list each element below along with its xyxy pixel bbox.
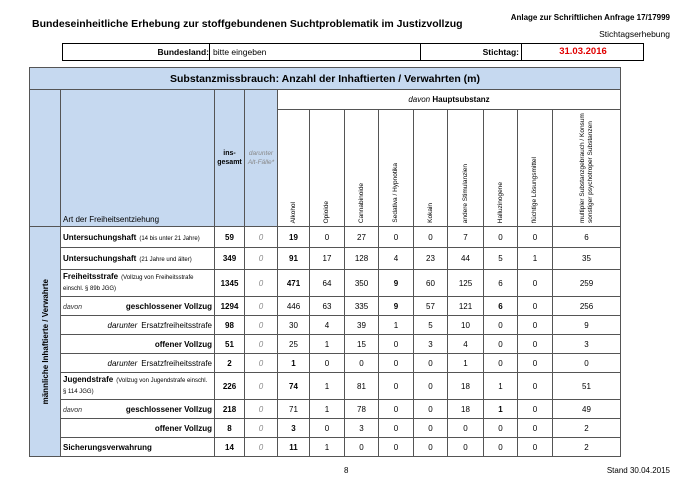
cell-substance: 51 xyxy=(553,373,621,400)
cell-substance: 35 xyxy=(553,248,621,270)
substance-label: Opioide xyxy=(323,200,330,223)
substance-header xyxy=(484,110,518,227)
cell-substance: 1 xyxy=(278,354,310,373)
document-title: Bundeseinheitliche Erhebung zur stoffgebundenen Suchtproblematik im Justizvollzug xyxy=(32,18,463,30)
cell-substance: 64 xyxy=(310,270,345,297)
cell-altfaelle: 0 xyxy=(245,438,278,457)
form-row xyxy=(62,43,644,61)
row-note: (Vollzug von Freiheitsstrafe einschl. § 89b JGG) xyxy=(63,275,194,292)
cell-substance: 1 xyxy=(310,400,345,419)
cell-substance: 44 xyxy=(448,248,484,270)
cell-altfaelle: 0 xyxy=(245,270,278,297)
row-label-text: offener Vollzug xyxy=(154,339,212,349)
cell-substance: 2 xyxy=(553,438,621,457)
row-note: (Vollzug von Jugendstrafe einschl. § 114 JGG) xyxy=(63,378,208,395)
substance-header xyxy=(553,110,621,227)
substance-label: andere Stimulanzien xyxy=(461,163,469,223)
cell-substance: 71 xyxy=(278,400,310,419)
substance-label: Kokain xyxy=(426,203,434,223)
substance-header xyxy=(448,110,484,227)
cell-substance: 0 xyxy=(518,270,553,297)
cell-substance: 2 xyxy=(553,419,621,438)
cell-substance: 350 xyxy=(345,270,379,297)
cell-substance: 0 xyxy=(414,419,448,438)
cell-substance: 81 xyxy=(345,373,379,400)
cell-substance: 0 xyxy=(484,419,518,438)
table-row xyxy=(30,335,621,354)
cell-substance: 78 xyxy=(345,400,379,419)
stichtag-field[interactable]: 31.03.2016 xyxy=(521,44,644,60)
cell-substance: 4 xyxy=(448,335,484,354)
cell-altfaelle: 0 xyxy=(245,248,278,270)
substance-label: multipler Substanzgebrauch / Konsum sonstiger psychotroper Substanzen xyxy=(578,113,594,223)
cell-insgesamt: 2 xyxy=(215,354,245,373)
cell-substance: 0 xyxy=(414,373,448,400)
cell-substance: 0 xyxy=(345,354,379,373)
cell-substance: 39 xyxy=(345,316,379,335)
cell-altfaelle: 0 xyxy=(245,297,278,316)
substance-header xyxy=(345,110,379,227)
stichtag-label: Stichtag: xyxy=(420,44,522,60)
cell-substance: 0 xyxy=(379,373,414,400)
cell-substance: 121 xyxy=(448,297,484,316)
cell-substance: 23 xyxy=(414,248,448,270)
cell-substance: 0 xyxy=(518,227,553,248)
cell-substance: 91 xyxy=(278,248,310,270)
row-prefix: darunter xyxy=(107,320,138,330)
row-label-text: Jugendstrafe xyxy=(63,375,114,384)
cell-insgesamt: 59 xyxy=(215,227,245,248)
table-row xyxy=(30,297,621,316)
cell-substance: 0 xyxy=(379,335,414,354)
cell-substance: 0 xyxy=(484,227,518,248)
cell-substance: 6 xyxy=(484,270,518,297)
cell-substance: 0 xyxy=(345,438,379,457)
cell-substance: 74 xyxy=(278,373,310,400)
col-header-altfaelle: darunter Alt-Fälle* xyxy=(245,90,278,227)
table-row xyxy=(30,316,621,335)
cell-substance: 1 xyxy=(379,316,414,335)
cell-substance: 0 xyxy=(484,316,518,335)
cell-substance: 0 xyxy=(518,316,553,335)
davon-header xyxy=(278,90,621,110)
cell-substance: 9 xyxy=(379,297,414,316)
cell-substance: 0 xyxy=(518,297,553,316)
row-label-text: Untersuchungshaft xyxy=(63,232,137,242)
cell-substance: 15 xyxy=(345,335,379,354)
cell-substance: 0 xyxy=(414,438,448,457)
page-number: 8 xyxy=(344,466,349,475)
cell-substance: 0 xyxy=(379,354,414,373)
cell-altfaelle: 0 xyxy=(245,354,278,373)
row-label xyxy=(61,297,215,316)
cell-substance: 49 xyxy=(553,400,621,419)
davon-prefix: davon xyxy=(408,95,431,104)
row-label-text: geschlossener Vollzug xyxy=(125,301,212,311)
cell-substance: 30 xyxy=(278,316,310,335)
cell-substance: 3 xyxy=(345,419,379,438)
cell-insgesamt: 1345 xyxy=(215,270,245,297)
cell-substance: 17 xyxy=(310,248,345,270)
data-table xyxy=(29,67,621,457)
cell-substance: 0 xyxy=(484,335,518,354)
row-prefix: davon xyxy=(63,303,83,311)
cell-substance: 1 xyxy=(310,373,345,400)
substance-label: Sedativa / Hypnotika xyxy=(392,163,399,223)
cell-substance: 3 xyxy=(553,335,621,354)
cell-substance: 6 xyxy=(484,297,518,316)
subtitle: Stichtagserhebung xyxy=(599,29,670,39)
row-label xyxy=(61,335,215,354)
table-row xyxy=(30,227,621,248)
row-prefix: darunter xyxy=(107,358,138,368)
substance-header xyxy=(518,110,553,227)
cell-substance: 7 xyxy=(448,227,484,248)
table-row xyxy=(30,400,621,419)
cell-substance: 128 xyxy=(345,248,379,270)
davon-label: Hauptsubstanz xyxy=(432,95,490,104)
cell-substance: 0 xyxy=(484,354,518,373)
cell-substance: 0 xyxy=(518,373,553,400)
annex-label: Anlage zur Schriftlichen Anfrage 17/17999 xyxy=(510,13,670,22)
cell-substance: 5 xyxy=(484,248,518,270)
row-label xyxy=(61,248,215,270)
cell-substance: 1 xyxy=(484,373,518,400)
side-label xyxy=(30,227,61,457)
row-label-text: Freiheitsstrafe xyxy=(63,272,119,281)
cell-substance: 19 xyxy=(278,227,310,248)
substance-label: Halluzinogene xyxy=(496,181,504,223)
side-label-text: männliche Inhaftierte / Verwahrte xyxy=(40,278,50,405)
substance-label: flüchtige Lösungsmittel xyxy=(531,156,538,223)
cell-substance: 0 xyxy=(414,400,448,419)
table-row xyxy=(30,438,621,457)
substance-label: Cannabinoide xyxy=(357,182,365,223)
cell-substance: 0 xyxy=(379,227,414,248)
cell-insgesamt: 8 xyxy=(215,419,245,438)
cell-substance: 5 xyxy=(414,316,448,335)
substance-header xyxy=(310,110,345,227)
substance-header xyxy=(278,110,310,227)
cell-substance: 6 xyxy=(553,227,621,248)
cell-substance: 0 xyxy=(484,438,518,457)
row-prefix: davon xyxy=(63,406,83,414)
cell-substance: 0 xyxy=(518,419,553,438)
row-label xyxy=(61,270,215,297)
substance-header xyxy=(379,110,414,227)
cell-substance: 125 xyxy=(448,270,484,297)
cell-substance: 1 xyxy=(484,400,518,419)
cell-substance: 259 xyxy=(553,270,621,297)
cell-substance: 4 xyxy=(310,316,345,335)
cell-substance: 0 xyxy=(379,400,414,419)
cell-insgesamt: 349 xyxy=(215,248,245,270)
cell-altfaelle: 0 xyxy=(245,335,278,354)
col-header-art: Art der Freiheitsentziehung xyxy=(61,90,215,227)
row-label-text: Sicherungsverwahrung xyxy=(63,442,152,452)
col-header-insgesamt: ins-gesamt xyxy=(215,90,245,227)
cell-substance: 0 xyxy=(379,419,414,438)
cell-substance: 10 xyxy=(448,316,484,335)
bundesland-field[interactable]: bitte eingeben xyxy=(209,44,413,60)
cell-substance: 446 xyxy=(278,297,310,316)
cell-substance: 0 xyxy=(518,438,553,457)
table-title: Substanzmissbrauch: Anzahl der Inhaftierten / Verwahrten (m) xyxy=(30,68,621,90)
cell-substance: 1 xyxy=(448,354,484,373)
row-label xyxy=(61,373,215,400)
row-label-text: offener Vollzug xyxy=(154,423,212,433)
cell-substance: 57 xyxy=(414,297,448,316)
cell-altfaelle: 0 xyxy=(245,400,278,419)
substance-header xyxy=(414,110,448,227)
cell-substance: 1 xyxy=(310,438,345,457)
cell-substance: 27 xyxy=(345,227,379,248)
row-label xyxy=(61,400,215,419)
cell-substance: 0 xyxy=(518,335,553,354)
row-label-text: Ersatzfreiheitsstrafe xyxy=(141,320,212,330)
cell-substance: 18 xyxy=(448,373,484,400)
cell-substance: 9 xyxy=(379,270,414,297)
cell-substance: 60 xyxy=(414,270,448,297)
cell-substance: 1 xyxy=(518,248,553,270)
cell-insgesamt: 1294 xyxy=(215,297,245,316)
bundesland-label: Bundesland: xyxy=(157,47,209,57)
cell-substance: 0 xyxy=(448,438,484,457)
cell-substance: 0 xyxy=(518,354,553,373)
cell-substance: 25 xyxy=(278,335,310,354)
cell-substance: 0 xyxy=(553,354,621,373)
cell-substance: 1 xyxy=(310,335,345,354)
cell-altfaelle: 0 xyxy=(245,373,278,400)
cell-insgesamt: 98 xyxy=(215,316,245,335)
cell-substance: 0 xyxy=(310,227,345,248)
table-row xyxy=(30,373,621,400)
row-label-text: Untersuchungshaft xyxy=(63,254,137,263)
cell-substance: 0 xyxy=(518,400,553,419)
cell-substance: 18 xyxy=(448,400,484,419)
cell-substance: 3 xyxy=(278,419,310,438)
cell-substance: 256 xyxy=(553,297,621,316)
cell-substance: 63 xyxy=(310,297,345,316)
cell-substance: 0 xyxy=(379,438,414,457)
table-row xyxy=(30,354,621,373)
row-label-text: Ersatzfreiheitsstrafe xyxy=(141,358,212,368)
cell-substance: 11 xyxy=(278,438,310,457)
row-label xyxy=(61,438,215,457)
cell-altfaelle: 0 xyxy=(245,316,278,335)
cell-insgesamt: 226 xyxy=(215,373,245,400)
row-label-text: geschlossener Vollzug xyxy=(125,404,212,414)
cell-substance: 0 xyxy=(448,419,484,438)
cell-substance: 3 xyxy=(414,335,448,354)
cell-substance: 471 xyxy=(278,270,310,297)
stand-date: Stand 30.04.2015 xyxy=(606,466,670,475)
row-label xyxy=(61,419,215,438)
row-label xyxy=(61,354,215,373)
cell-substance: 335 xyxy=(345,297,379,316)
cell-substance: 0 xyxy=(310,419,345,438)
cell-substance: 0 xyxy=(414,354,448,373)
table-row xyxy=(30,419,621,438)
cell-insgesamt: 51 xyxy=(215,335,245,354)
cell-substance: 0 xyxy=(414,227,448,248)
cell-substance: 4 xyxy=(379,248,414,270)
cell-substance: 0 xyxy=(310,354,345,373)
table-row xyxy=(30,248,621,270)
cell-substance: 9 xyxy=(553,316,621,335)
cell-altfaelle: 0 xyxy=(245,227,278,248)
cell-altfaelle: 0 xyxy=(245,419,278,438)
row-label xyxy=(61,316,215,335)
cell-insgesamt: 218 xyxy=(215,400,245,419)
table-row xyxy=(30,270,621,297)
row-label xyxy=(61,227,215,248)
row-note: (14 bis unter 21 Jahre) xyxy=(139,235,200,242)
cell-insgesamt: 14 xyxy=(215,438,245,457)
substance-label: Alkohol xyxy=(289,201,297,223)
row-note: (21 Jahre und älter) xyxy=(139,257,192,263)
